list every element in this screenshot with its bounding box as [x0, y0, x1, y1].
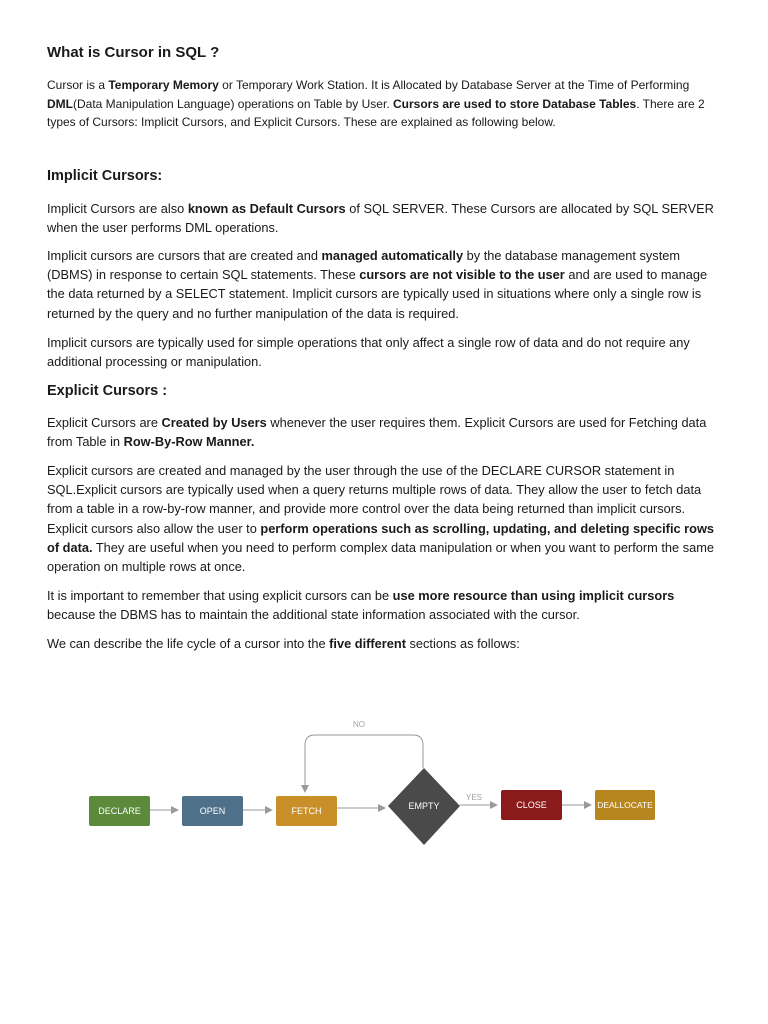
bold-text: perform operations such as scrolling, updating, and deleting specific rows of data.	[47, 520, 715, 555]
open-label: OPEN	[199, 806, 226, 816]
bold-text: managed automatically	[321, 248, 464, 263]
bold-text: Row-By-Row Manner.	[123, 434, 255, 450]
text: Explicit cursors are created and managed by the user through the use of the DECLARE CURSOR statement in SQL.Explicit cursors are typically used when a query returns multiple rows of data. They allow the user to fetch data from a table in a row-by-row manner, and provide more control over the data being returned than implicit cursors. Explicit cursors also allow the user to	[47, 463, 702, 536]
arrow-no-loop	[305, 735, 423, 792]
text: They are useful when you need to perform complex data manipulation or when you want to perform the same operation on multiple rows at once.	[47, 539, 714, 575]
text: by the database management system (DBMS) in response to certain SQL statements. These	[47, 248, 681, 283]
edge-label-yes: YES	[466, 793, 483, 802]
close-label: CLOSE	[516, 800, 547, 810]
implicit-paragraph-3: Implicit cursors are typically used for simple operations that only affect a single row of data and do not require any additional processing or manipulation.	[47, 335, 690, 370]
text: sections as follows:	[405, 636, 520, 651]
intro-bold-1: Temporary Memory	[108, 78, 219, 92]
empty-label: EMPTY	[408, 801, 440, 811]
intro-text-4: . There are 2 types of Cursors: Implicit Cursors, and Explicit Cursors. These are explained as following below.	[47, 96, 705, 129]
bold-text: Created by Users	[161, 415, 267, 430]
intro-bold-3: Cursors are used to store Database Tables	[393, 96, 637, 111]
bold-text: known as Default Cursors	[187, 201, 346, 216]
text: It is important to remember that using explicit cursors can be	[47, 588, 393, 603]
text: and are used to manage the data returned by a SELECT statement. Implicit cursors are typically used in situations where only a single row is returned by the query and no further manipulation of the data is required.	[47, 267, 708, 321]
intro-text-2: or Temporary Work Station. It is Allocated by Database Server at the Time of Performing	[218, 78, 690, 92]
implicit-heading: Implicit Cursors:	[47, 168, 163, 184]
intro-text-1: Cursor is a	[47, 78, 109, 92]
explicit-heading: Explicit Cursors :	[47, 383, 168, 399]
text: because the DBMS has to maintain the additional state information associated with the cursor.	[47, 607, 580, 623]
text: whenever the user requires them. Explicit Cursors are used for Fetching data from Table in	[47, 415, 707, 450]
page-title: What is Cursor in SQL ?	[47, 44, 220, 61]
text: of SQL SERVER. These Cursors are allocated by SQL SERVER when the user performs DML operations.	[47, 201, 714, 236]
edge-label-no: NO	[353, 720, 365, 729]
fetch-label: FETCH	[291, 806, 322, 816]
declare-label: DECLARE	[98, 806, 141, 816]
bold-text: five different	[329, 636, 406, 651]
intro-text-3: (Data Manipulation Language) operations on Table by User.	[73, 96, 393, 111]
text: Implicit Cursors are also	[47, 201, 188, 216]
intro-bold-2: DML	[47, 96, 73, 111]
bold-text: cursors are not visible to the user	[359, 267, 565, 283]
text: We can describe the life cycle of a cursor into the	[47, 636, 330, 651]
text: Explicit Cursors are	[47, 415, 162, 430]
bold-text: use more resource than using implicit cursors	[392, 588, 675, 603]
deallocate-label: DEALLOCATE	[597, 800, 653, 810]
text: Implicit cursors are cursors that are created and	[47, 248, 322, 263]
